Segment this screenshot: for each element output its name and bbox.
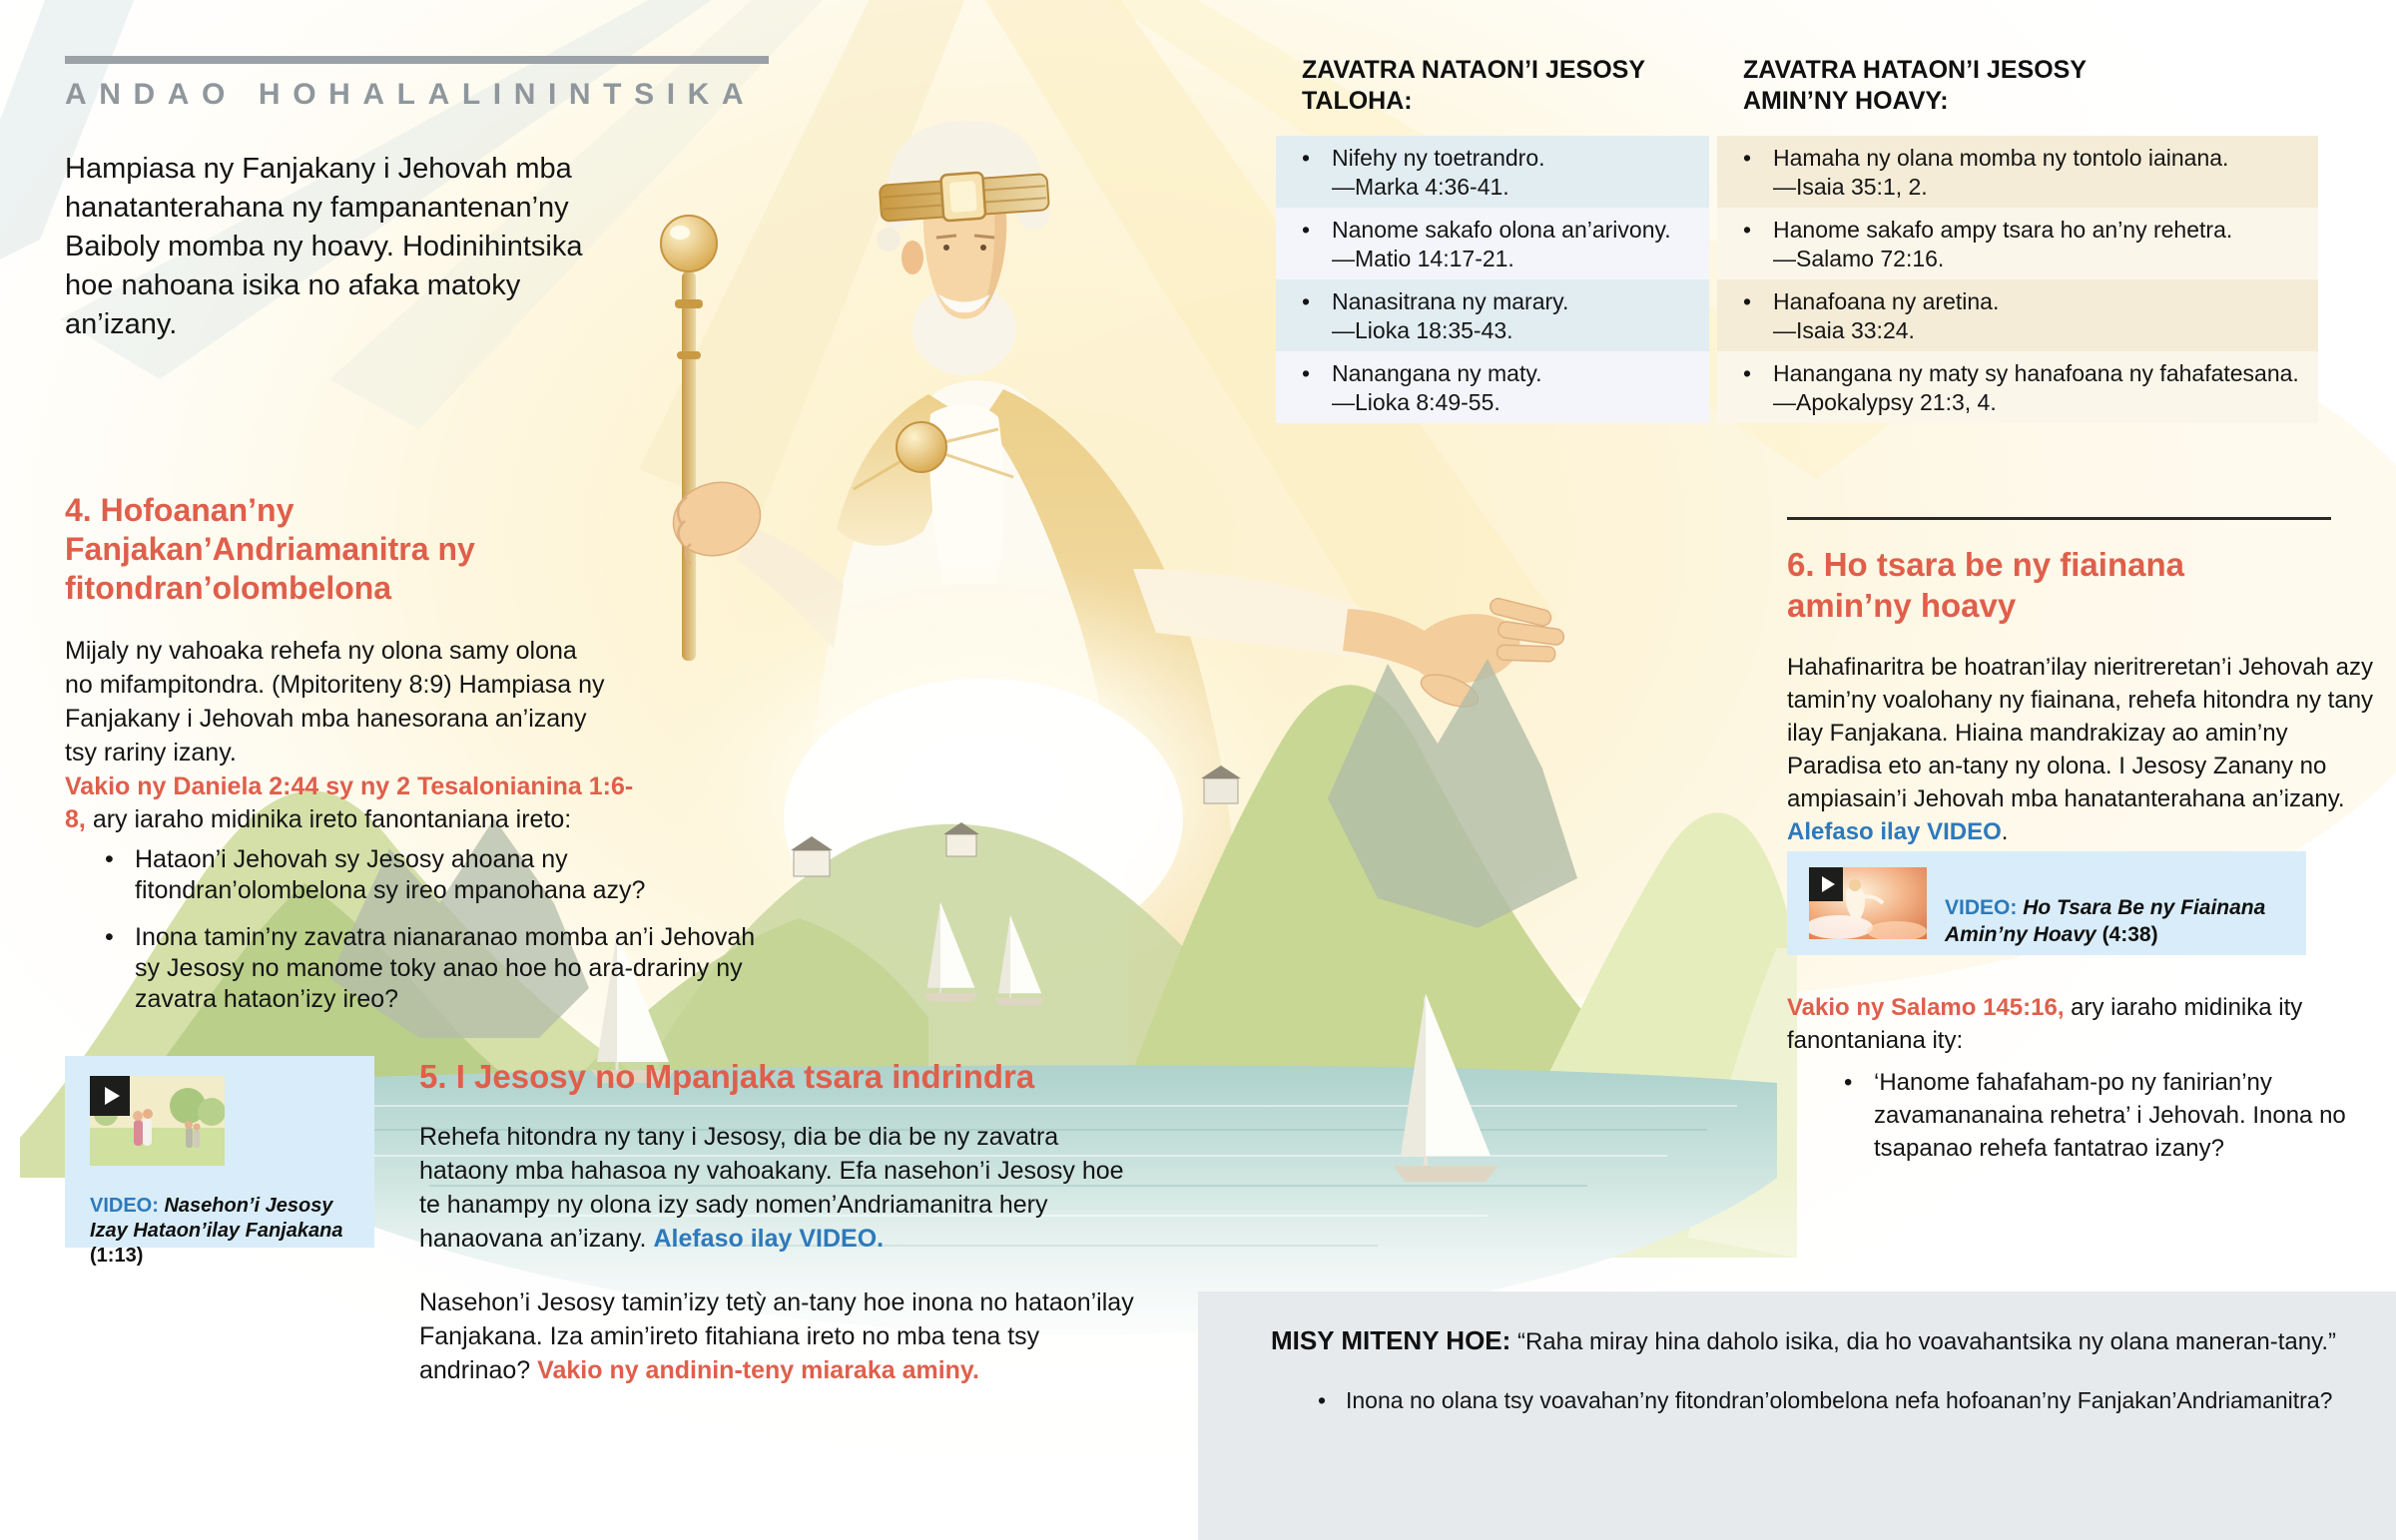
scripture-ref[interactable]: —Salamo 72:16.: [1773, 246, 1945, 271]
scripture-ref[interactable]: —Lioka 8:49-55.: [1332, 389, 1500, 415]
table-column-past: [1276, 136, 1709, 423]
section4-heading: 4. Hofoanan’ny Fanjakan’Andriamanitra ny fitondran’olombelona: [65, 492, 475, 606]
question-item: • Inona tamin’ny zavatra nianaranao momba an’i Jehovah sy Jesosy no manome toky anao hoe ho ara-drariny ny zavatra hataon’izy ireo?: [103, 922, 762, 1015]
video-card-future-life[interactable]: [1787, 851, 2306, 955]
read-scripture-link[interactable]: Vakio ny Salamo 145:16,: [1787, 994, 2065, 1021]
table-header-past: ZAVATRA NATAON’I JESOSY TALOHA:: [1302, 56, 1645, 115]
section5-paragraph2: Nasehon’i Jesosy tamin’izy tetỳ an-tany hoe inona no hataon’ilay Fanjakana. Iza amin’ireto fitahiana ireto no mba tena tsy andrinao? Vakio ny andinin-teny miaraka aminy.: [419, 1288, 1134, 1384]
table-row: • Nanasitrana ny marary. —Lioka 18:35-43.: [1276, 279, 1709, 351]
video-title: Nasehon’i Jesosy Izay Hataon’ilay Fanjakana: [90, 1195, 343, 1242]
question-item: • Hataon’i Jehovah sy Jesosy ahoana ny fitondran’olombelona sy ireo mpanohana azy?: [103, 844, 762, 906]
psalm-read-line: Vakio ny Salamo 145:16, ary iaraho midinika ity fanontaniana ity:: [1787, 994, 2303, 1054]
video-card-kingdom[interactable]: [65, 1056, 374, 1267]
scripture-ref[interactable]: —Matio 14:17-21.: [1332, 246, 1514, 271]
video-thumbnail[interactable]: [1809, 867, 1927, 939]
section4-questions: [103, 844, 762, 1031]
video-thumbnail[interactable]: [90, 1076, 225, 1166]
table-row: • Nanome sakafo olona an’arivony. —Matio 14:17-21.: [1276, 208, 1709, 279]
play-icon[interactable]: [1809, 867, 1843, 901]
video-caption: [1945, 894, 2289, 948]
quote-line: MISY MITENY HOE: “Raha miray hina daholo isika, dia ho voavahantsika ny olana maneran-tany.”: [1271, 1325, 2336, 1355]
section6-paragraph: Hahafinaritra be hoatran’ilay nieritreretan’i Jehovah azy tamin’ny voalohany ny fiainana, rehefa hitondra ny tany ilay Fanjakana. Hiaina mandrakizay ao amin’ny Paradisa eto an-tany ny olona. I Jesosy Zanany no ampiasain’i Jehovah mba hanatanterahana an’izany. Alefaso ilay VIDEO.: [1787, 654, 2374, 845]
table-row: • Nifehy ny toetrandro. —Marka 4:36-41.: [1276, 136, 1709, 208]
table-header-future: ZAVATRA HATAON’I JESOSY AMIN’NY HOAVY:: [1743, 56, 2087, 115]
quote-box: [1198, 1291, 2396, 1540]
section5-heading: 5. I Jesosy no Mpanjaka tsara indrindra: [419, 1058, 1035, 1095]
read-scripture-link[interactable]: Vakio ny Daniela 2:44 sy ny 2 Tesalonianina 1:6-8,: [65, 772, 634, 833]
play-video-link[interactable]: Alefaso ilay VIDEO: [1787, 818, 2002, 845]
lesson-title: ANDAO HOHALALININTSIKA: [65, 78, 757, 111]
table-row: • Hamaha ny olana momba ny tontolo iainana. —Isaia 35:1, 2.: [1717, 136, 2318, 208]
read-verses-link[interactable]: Vakio ny andinin-teny miaraka aminy.: [537, 1356, 979, 1384]
quote-question: • Inona no olana tsy voavahan’ny fitondran’olombelona nefa hofoanan’ny Fanjakan’Andriamanitra?: [1318, 1385, 2386, 1415]
comparison-table: [1276, 55, 2318, 423]
scripture-ref[interactable]: —Lioka 18:35-43.: [1332, 317, 1513, 343]
section4-paragraph: Mijaly ny vahoaka rehefa ny olona samy olona no mifampitondra. (Mpitoriteny 8:9) Hampiasa ny Fanjakany i Jehovah mba hanesorana an’izany tsy rariny izany.: [65, 637, 605, 767]
scripture-ref[interactable]: —Apokalypsy 21:3, 4.: [1773, 389, 1997, 415]
section5-paragraph1: Rehefa hitondra ny tany i Jesosy, dia be dia be ny zavatra hataony mba hahasoa ny vahoakany. Efa nasehon’i Jesosy hoe te hanampy ny olona izy sady nomen’Andriamanitra hery hanaovana an’izany. Alefaso ilay VIDEO.: [419, 1123, 1124, 1253]
table-row: • Nanangana ny maty. —Lioka 8:49-55.: [1276, 351, 1709, 423]
scripture-ref[interactable]: —Isaia 33:24.: [1773, 317, 1915, 343]
section6-rule: [1787, 517, 2331, 520]
video-title: Ho Tsara Be ny Fiainana Amin’ny Hoavy: [1945, 896, 2266, 946]
play-icon[interactable]: [90, 1076, 130, 1116]
table-column-future: [1717, 136, 2318, 423]
play-video-link[interactable]: Alefaso ilay VIDEO.: [653, 1225, 885, 1253]
table-row: • Hanome sakafo ampy tsara ho an’ny rehetra. —Salamo 72:16.: [1717, 208, 2318, 279]
video-duration: (4:38): [2101, 923, 2158, 946]
video-label: VIDEO:: [1945, 896, 2018, 919]
psalm-question: • ‘Hanome fahafaham-po ny fanirian’ny zavamananaina rehetra’ i Jehovah. Inona no tsapanao rehefa fantatrao izany?: [1842, 1066, 2386, 1165]
masthead-rule: [65, 56, 769, 64]
video-caption: [90, 1194, 357, 1269]
scripture-ref[interactable]: —Marka 4:36-41.: [1332, 174, 1509, 200]
video-duration: (1:13): [90, 1245, 144, 1267]
table-row: • Hanangana ny maty sy hanafoana ny fahafatesana. —Apokalypsy 21:3, 4.: [1717, 351, 2318, 423]
video-label: VIDEO:: [90, 1195, 159, 1217]
scripture-ref[interactable]: —Isaia 35:1, 2.: [1773, 174, 1928, 200]
lesson-intro: Hampiasa ny Fanjakany i Jehovah mba hanatanterahana ny fampanantenan’ny Baiboly momba ny hoavy. Hodinihintsika hoe nahoana isika no afaka matoky an’izany.: [65, 153, 583, 340]
section4-read-line: Vakio ny Daniela 2:44 sy ny 2 Tesalonianina 1:6-8, ary iaraho midinika ireto fanontaniana ireto:: [65, 772, 634, 833]
section6-heading: 6. Ho tsara be ny fiainana amin’ny hoavy: [1787, 546, 2184, 624]
quote-label: MISY MITENY HOE:: [1271, 1325, 1511, 1355]
table-row: • Hanafoana ny aretina. —Isaia 33:24.: [1717, 279, 2318, 351]
